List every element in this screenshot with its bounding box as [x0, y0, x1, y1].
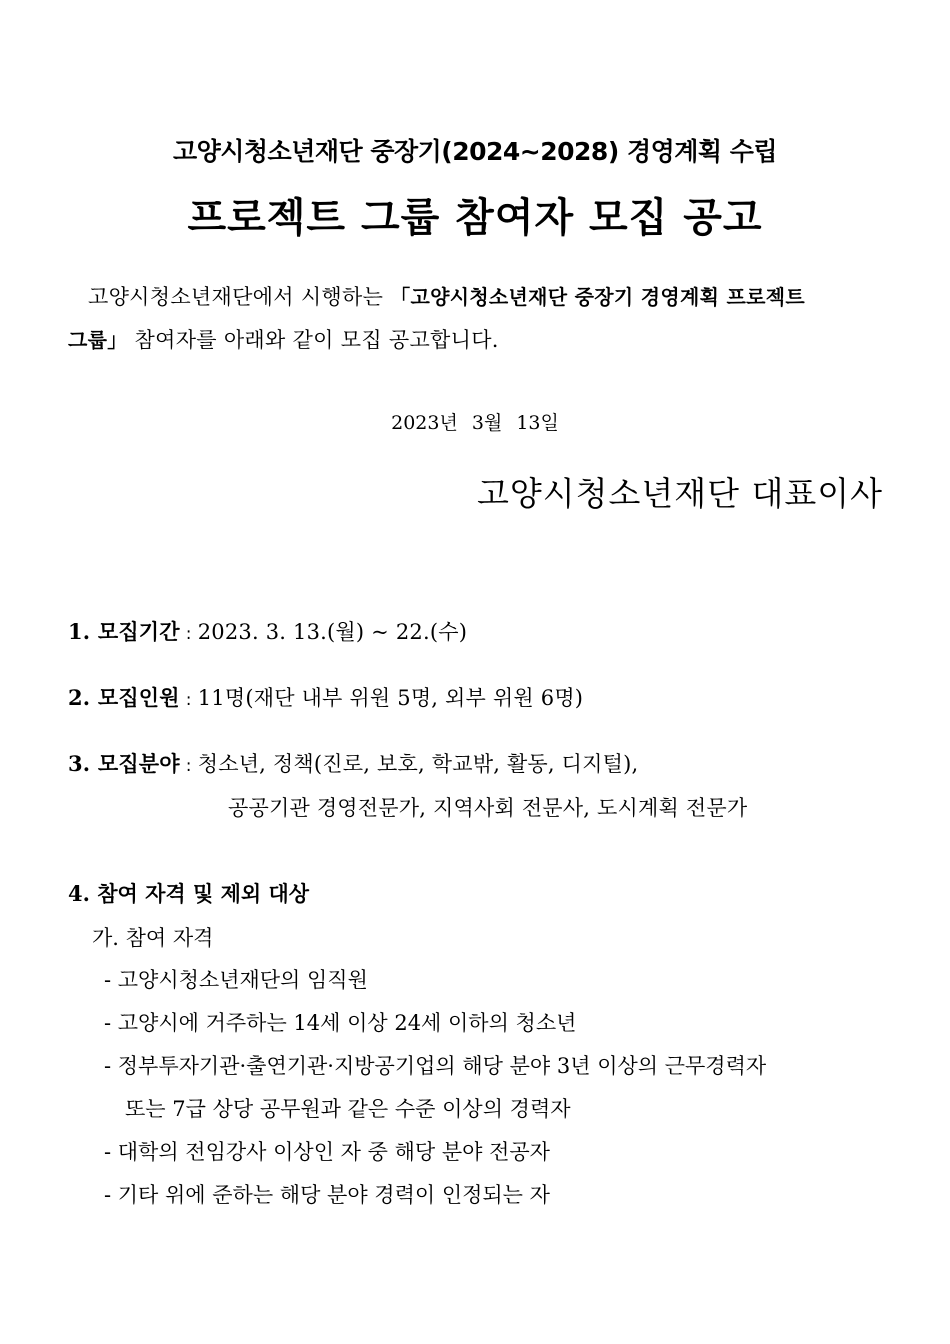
list-item-cont: 또는 7급 상당 공무원과 같은 수준 이상의 경력자: [125, 1097, 571, 1121]
notice-title-line2: 프로젝트 그룹 참여자 모집 공고: [187, 195, 763, 241]
item-field-cont: 공공기관 경영전문가, 지역사회 전문사, 도시계획 전문가: [228, 796, 748, 820]
project-name: 「고양시청소년재단 중장기 경영계획 프로젝트: [390, 285, 806, 309]
item-colon: :: [185, 756, 192, 776]
item-colon: :: [185, 690, 192, 710]
item-value: 청소년, 정책(진로, 보호, 학교밖, 활동, 디지털),: [197, 752, 639, 776]
notice-date: 2023년 3월 13일: [391, 412, 559, 434]
intro-line-2: [68, 324, 499, 354]
notice-title-line1: 고양시청소년재단 중장기(2024~2028) 경영계획 수립: [172, 137, 778, 166]
list-item: - 고양시에 거주하는 14세 이상 24세 이하의 청소년: [104, 1011, 577, 1035]
list-item: - 고양시청소년재단의 임직원: [104, 968, 368, 992]
intro-line-1: [88, 281, 805, 311]
list-item: - 기타 위에 준하는 해당 분야 경력이 인정되는 자: [104, 1183, 550, 1207]
item-label: 2. 모집인원: [68, 685, 180, 710]
section-4-subtitle: 가. 참여 자격: [92, 926, 214, 950]
list-item: - 대학의 전임강사 이상인 자 중 해당 분야 전공자: [104, 1140, 550, 1164]
item-period: [68, 616, 467, 646]
list-item: - 정부투자기관·출연기관·지방공기업의 해당 분야 3년 이상의 근무경력자: [104, 1054, 767, 1078]
item-value: 11명(재단 내부 위원 5명, 외부 위원 6명): [197, 686, 584, 710]
item-headcount: [68, 682, 583, 712]
intro-text: 고양시청소년재단에서 시행하는: [88, 285, 391, 309]
item-label: 3. 모집분야: [68, 751, 180, 776]
item-label: 1. 모집기간: [68, 619, 180, 644]
item-value: 2023. 3. 13.(월) ~ 22.(수): [197, 620, 468, 644]
intro-text-cont: 참여자를 아래와 같이 모집 공고합니다.: [134, 328, 499, 352]
project-name-cont: 그룹」: [68, 328, 128, 352]
signature: 고양시청소년재단 대표이사: [476, 474, 883, 513]
item-colon: :: [185, 624, 192, 644]
section-4-title: 4. 참여 자격 및 제외 대상: [68, 881, 310, 906]
item-field: [68, 748, 638, 778]
